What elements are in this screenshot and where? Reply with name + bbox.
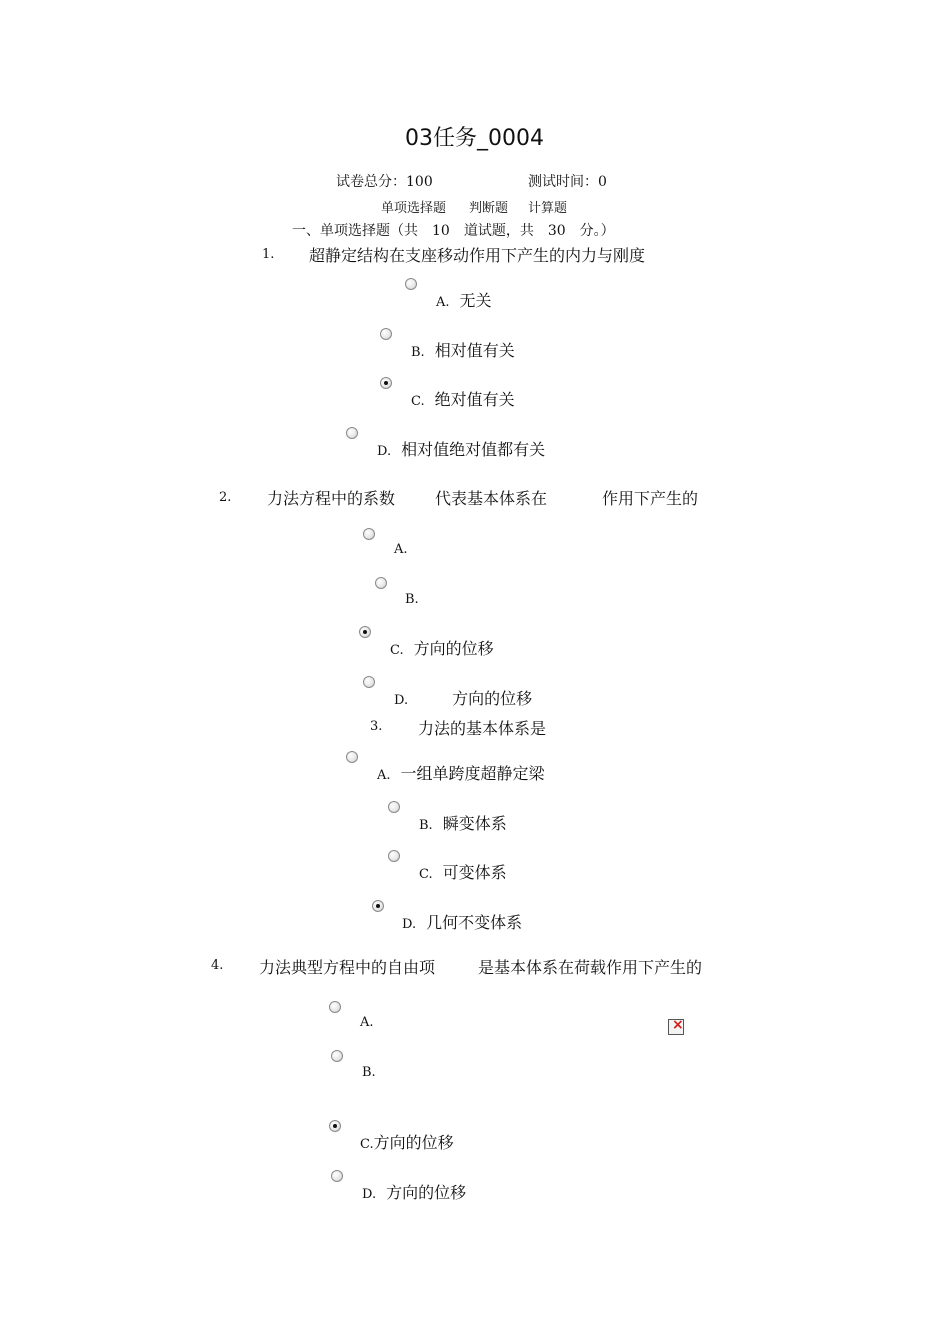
option-text: 一组单跨度超静定梁 [400, 764, 545, 783]
option-item [419, 860, 507, 883]
option-text: 无关 [459, 291, 492, 310]
question-stem: 力法方程中的系数 [267, 489, 396, 508]
radio-button-selected[interactable] [329, 1120, 341, 1132]
option-letter: C. [419, 867, 433, 882]
total-score: 试卷总分：100 [336, 174, 433, 190]
option-letter: A. [394, 542, 408, 557]
option-letter: C. [411, 394, 425, 409]
question-stem-continued: 是基本体系在荷载作用下产生的 [478, 958, 703, 977]
option-item [436, 288, 492, 311]
option-item [377, 437, 545, 460]
page-title: 03任务_0004 [405, 126, 544, 151]
option-text: 瞬变体系 [442, 814, 507, 833]
question-number: 4. [211, 958, 224, 973]
section-heading: 一、单项选择题（共 10 道试题，共 30 分。） [292, 223, 615, 239]
option-letter: D. [362, 1187, 377, 1202]
radio-button-selected[interactable] [380, 377, 392, 389]
radio-button[interactable] [363, 676, 375, 688]
radio-button[interactable] [375, 577, 387, 589]
tab-true-false[interactable]: 判断题 [469, 201, 509, 216]
radio-button[interactable] [380, 328, 392, 340]
option-text: 几何不变体系 [426, 913, 523, 932]
option-item [402, 910, 522, 933]
option-text: 方向的位移 [386, 1183, 467, 1202]
option-item [390, 636, 494, 659]
option-letter: B. [419, 818, 433, 833]
radio-button[interactable] [331, 1050, 343, 1062]
radio-button[interactable] [363, 528, 375, 540]
option-item [377, 761, 545, 784]
option-letter: A. [377, 768, 391, 783]
question-stem: 超静定结构在支座移动作用下产生的内力与刚度 [309, 246, 646, 265]
option-text: 绝对值有关 [434, 390, 515, 409]
option-letter: A. [436, 295, 450, 310]
option-item [360, 1011, 384, 1030]
question-number: 1. [262, 247, 275, 262]
option-item [411, 387, 515, 410]
radio-button-selected[interactable] [359, 626, 371, 638]
option-item [394, 686, 532, 709]
radio-button[interactable] [331, 1170, 343, 1182]
broken-image-icon [668, 1019, 684, 1035]
option-item [394, 538, 418, 557]
radio-button[interactable] [346, 751, 358, 763]
radio-button[interactable] [388, 850, 400, 862]
question-number: 2. [219, 490, 232, 505]
question-number: 3. [370, 719, 383, 734]
option-letter: B. [411, 345, 425, 360]
question-stem: 力法的基本体系是 [418, 719, 547, 738]
radio-button[interactable] [346, 427, 358, 439]
option-text: 相对值绝对值都有关 [401, 440, 546, 459]
radio-button[interactable] [329, 1001, 341, 1013]
option-letter: C. [360, 1137, 374, 1152]
option-letter: D. [402, 917, 417, 932]
radio-button[interactable] [388, 801, 400, 813]
option-item [360, 1130, 454, 1153]
test-time: 测试时间：0 [528, 174, 607, 190]
option-letter: B. [405, 592, 419, 607]
question-stem-continued: 代表基本体系在 [435, 489, 548, 508]
option-text: 可变体系 [442, 863, 507, 882]
option-letter: B. [362, 1065, 376, 1080]
option-text: 方向的位移 [413, 639, 494, 658]
radio-button[interactable] [405, 278, 417, 290]
tab-single-choice[interactable]: 单项选择题 [381, 201, 447, 216]
option-text: 相对值有关 [434, 341, 515, 360]
radio-button-selected[interactable] [372, 900, 384, 912]
option-text: 方向的位移 [373, 1133, 454, 1152]
question-stem-continued: 作用下产生的 [602, 489, 699, 508]
option-item [405, 588, 429, 607]
option-letter: A. [360, 1015, 374, 1030]
option-letter: C. [390, 643, 404, 658]
tab-calculation[interactable]: 计算题 [528, 201, 568, 216]
option-item [411, 338, 515, 361]
option-text: 方向的位移 [452, 689, 533, 708]
option-item [362, 1180, 466, 1203]
option-letter: D. [394, 693, 409, 708]
option-letter: D. [377, 444, 392, 459]
option-item [419, 811, 507, 834]
option-item [362, 1061, 386, 1080]
question-stem: 力法典型方程中的自由项 [259, 958, 436, 977]
